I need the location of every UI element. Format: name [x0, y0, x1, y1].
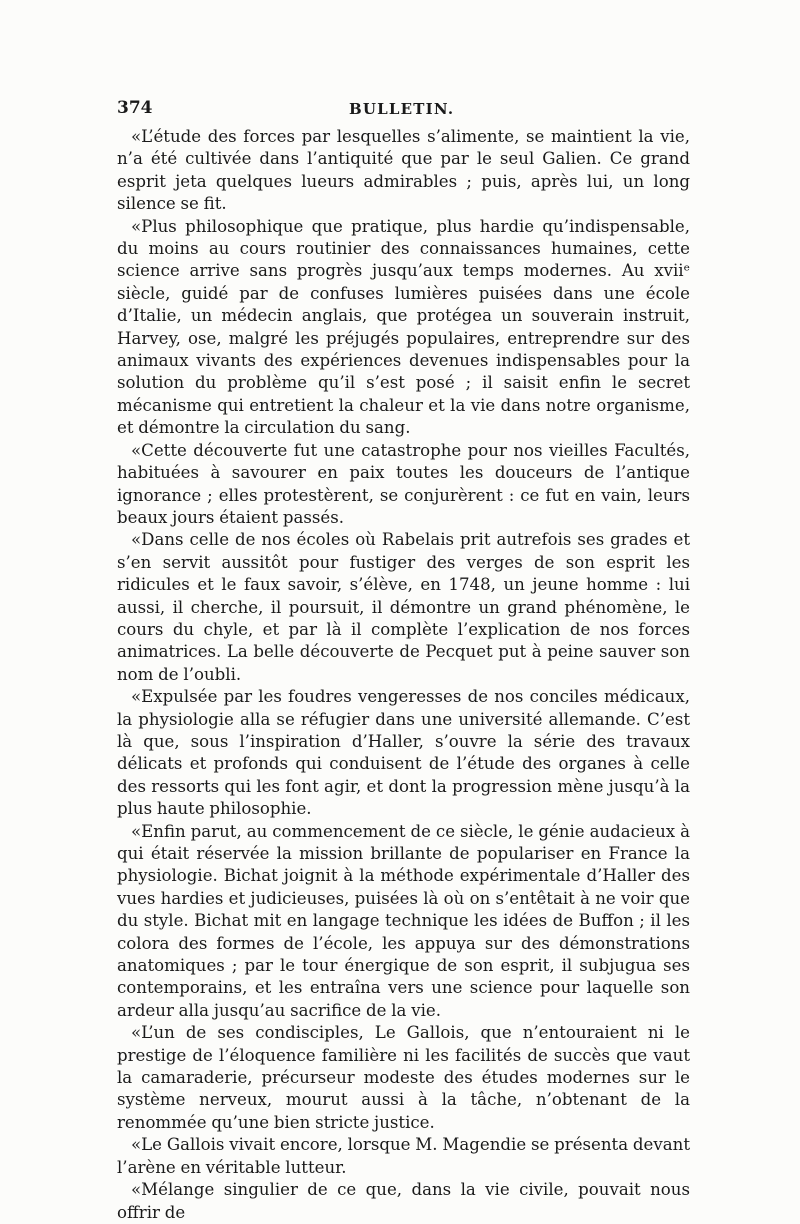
book-page [117, 98, 690, 1224]
page-number: 374 [117, 98, 153, 118]
paragraph-bichat: «Enfin parut, au commencement de ce siècle, le génie audacieux à qui était réservée la mission brillante de populariser en France la physiologie. Bichat joignit à la méthode expérimentale d’Haller des vues hardies et judicieuses, puisées là où on s’entêtait à ne voir que du style. Bichat mit en langage technique les idées de Buffon ; il les colora des formes de l’école, les appuya sur des démonstrations anatomiques ; par le tour énergique de son esprit, il subjugua ses contemporains, et les entraîna vers une science pour laquelle son ardeur alla jusqu’au sacrifice de la vie. [117, 821, 690, 1020]
text-body [117, 126, 690, 1224]
paragraph-pecquet: «Dans celle de nos écoles où Rabelais prit autrefois ses grades et s’en servit aussitôt pour fustiger des verges de son esprit les ridicules et le faux savoir, s’élève, en 1748, un jeune homme : lui aussi, il cherche, il poursuit, il démontre un grand phénomène, le cours du chyle, et par là il complète l’explication de nos forces animatrices. La belle découverte de Pecquet put à peine sauver son nom de l’oubli. [117, 530, 690, 684]
running-title: BULLETIN. [349, 100, 455, 118]
running-head [117, 98, 690, 120]
paragraph-magendie: «Le Gallois vivait encore, lorsque M. Magendie se présenta devant l’arène en véritable lutteur. [117, 1135, 690, 1177]
paragraph-facultes: «Cette découverte fut une catastrophe pour nos vieilles Facultés, habituées à savourer en paix toutes les douceurs de l’antique ignorance ; elles protestèrent, se conjurèrent : ce fut en vain, leurs beaux jours étaient passés. [117, 440, 690, 527]
paragraph-harvey: «Plus philosophique que pratique, plus hardie qu’indispensable, du moins au cours routinier des connaissances humaines, cette science arrive sans progrès jusqu’aux temps modernes. Au xviiᵉ siècle, guidé par de confuses lumières puisées dans une école d’Italie, un médecin anglais, que protégea un souverain instruit, Harvey, ose, malgré les préjugés populaires, entreprendre sur des animaux vivants des expériences devenues indispensables pour la solution du problème qu’il s’est posé ; il saisit enfin le secret mécanisme qui entretient la chaleur et la vie dans notre organisme, et démontre la circulation du sang. [117, 216, 690, 438]
paragraph-melange: «Mélange singulier de ce que, dans la vie civile, pouvait nous offrir de [117, 1180, 690, 1222]
paragraph-haller: «Expulsée par les foudres vengeresses de nos conciles médicaux, la physiologie alla se réfugier dans une université allemande. C’est là que, sous l’inspiration d’Haller, s’ouvre la série des travaux délicats et profonds qui conduisent de l’étude des organes à celle des ressorts qui les font agir, et dont la progression mène jusqu’à la plus haute philosophie. [117, 687, 690, 819]
paragraph-le-gallois: «L’un de ses condisciples, Le Gallois, que n’entouraient ni le prestige de l’éloquence familière ni les facilités de succès que vaut la camaraderie, précurseur modeste des études modernes sur le système nerveux, mourut aussi à la tâche, n’obtenant de la renommée qu’une bien stricte justice. [117, 1023, 690, 1132]
paragraph-galien: «L’étude des forces par lesquelles s’alimente, se maintient la vie, n’a été cultivée dans l’antiquité que par le seul Galien. Ce grand esprit jeta quelques lueurs admirables ; puis, après lui, un long silence se fit. [117, 127, 690, 214]
